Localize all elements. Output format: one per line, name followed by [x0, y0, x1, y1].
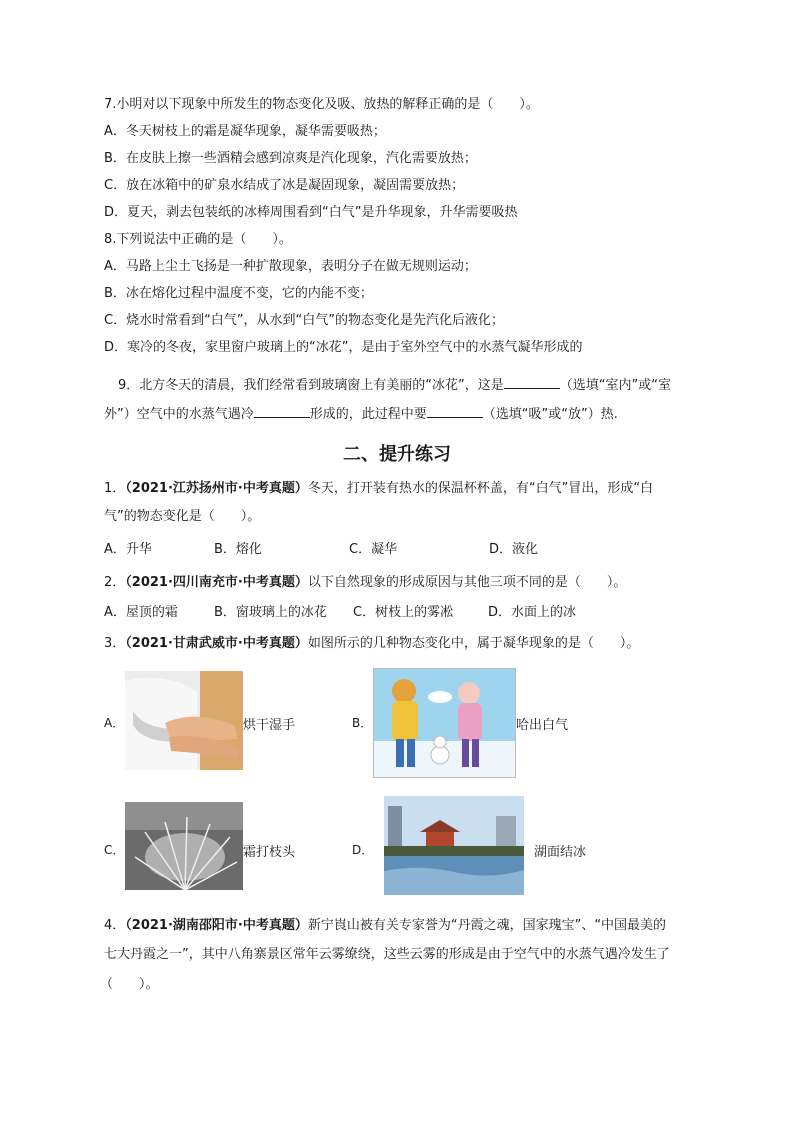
q7-option-c: C．放在冰箱中的矿泉水结成了冰是凝固现象，凝固需要放热； — [104, 178, 465, 193]
p2-number: 2． — [104, 575, 126, 590]
p3-choice-d-letter: D． — [352, 843, 374, 857]
p1-option-b: B．熔化 — [214, 542, 262, 557]
q7-option-a: A．冬天树枝上的霜是凝华现象，凝华需要吸热； — [104, 124, 386, 139]
p4-stem-line-3: （ ）。 — [100, 977, 159, 992]
p4-number: 4． — [104, 918, 126, 933]
p1-stem-line-1 — [104, 480, 653, 498]
q9-blank-3[interactable] — [427, 405, 483, 418]
kids-breath-image — [373, 668, 516, 778]
p1-number: 1． — [104, 481, 126, 496]
q8-option-a: A．马路上尘土飞扬是一种扩散现象，表明分子在做无规则运动； — [104, 259, 477, 274]
p2-text: 以下自然现象的形成原因与其他三项不同的是（ ）。 — [307, 575, 627, 590]
p4-stem-line-1 — [104, 917, 666, 935]
p3-choice-d-caption: 湖面结冰 — [534, 845, 587, 860]
q9-text-2: （选填“室内”或“室 — [559, 378, 671, 393]
q8-option-c: C．烧水时常看到“白气”，从水到“白气”的物态变化是先汽化后液化； — [104, 313, 505, 328]
q9-text-4: 形成的，此过程中要 — [309, 407, 427, 422]
p2-source: （2021·四川南充市·中考真题） — [125, 575, 308, 590]
p1-option-c: C．凝华 — [349, 542, 398, 557]
p3-number: 3． — [104, 636, 126, 651]
p3-choice-b-letter: B． — [352, 716, 373, 730]
q9-text-5: （选填“吸”或“放”）热. — [482, 407, 618, 422]
p2-option-a: A．屋顶的霜 — [104, 605, 178, 620]
p4-source: （2021·湖南邵阳市·中考真题） — [125, 918, 308, 933]
q8-option-d: D．寒冷的冬夜，家里窗户玻璃上的“冰花”，是由于室外空气中的水蒸气凝华形成的 — [104, 340, 583, 355]
q9-blank-1[interactable] — [504, 376, 560, 389]
p3-choice-a-caption: 烘干湿手 — [243, 718, 296, 733]
frost-branches-image — [125, 802, 243, 890]
q9-line-2 — [104, 405, 618, 424]
p1-stem-line-2: 气”的物态变化是（ ）。 — [104, 509, 261, 524]
p2-stem — [104, 574, 626, 592]
p1-option-a: A．升华 — [104, 542, 152, 557]
p1-text-1: 冬天，打开装有热水的保温杯杯盖，有“白气”冒出，形成“白 — [307, 481, 654, 496]
p2-option-c: C．树枝上的雾凇 — [353, 605, 454, 620]
p3-choice-c-letter: C． — [104, 843, 125, 857]
p3-stem — [104, 635, 639, 653]
p4-text-1: 新宁崀山被有关专家誉为“丹霞之魂，国家瑰宝”、“中国最美的 — [307, 918, 667, 933]
hand-dryer-image — [125, 671, 243, 770]
p2-option-b: B．窗玻璃上的冰花 — [214, 605, 327, 620]
q9-text-3: 外”）空气中的水蒸气遇冷 — [104, 407, 254, 422]
p4-stem-line-2: 七大丹霞之一”，其中八角寨景区常年云雾缭绕，这些云雾的形成是由于空气中的水蒸气遇冷发生了 — [104, 947, 670, 962]
p1-option-d: D．液化 — [489, 542, 539, 557]
q9-blank-2[interactable] — [254, 405, 310, 418]
q8-stem: 8.下列说法中正确的是（ ）。 — [104, 232, 292, 247]
p3-choice-c-caption: 霜打枝头 — [243, 845, 296, 860]
q9-line-1 — [118, 376, 671, 395]
section-title: 二、提升练习 — [343, 444, 451, 465]
q7-option-b: B．在皮肤上擦一些酒精会感到凉爽是汽化现象，汽化需要放热； — [104, 151, 477, 166]
p3-choice-b-caption: 哈出白气 — [516, 718, 569, 733]
q9-text-1: 9．北方冬天的清晨，我们经常看到玻璃窗上有美丽的“冰花”，这是 — [118, 378, 504, 393]
p3-source: （2021·甘肃武威市·中考真题） — [125, 636, 308, 651]
frozen-lake-image — [384, 796, 524, 895]
q7-option-d: D．夏天，剥去包装纸的冰棒周围看到“白气”是升华现象，升华需要吸热 — [104, 205, 518, 220]
p3-choice-a-letter: A． — [104, 716, 125, 730]
p3-text: 如图所示的几种物态变化中，属于凝华现象的是（ ）。 — [307, 636, 640, 651]
p1-source: （2021·江苏扬州市·中考真题） — [125, 481, 308, 496]
p2-option-d: D．水面上的冰 — [488, 605, 577, 620]
q8-option-b: B．冰在熔化过程中温度不变，它的内能不变； — [104, 286, 373, 301]
q7-stem: 7.小明对以下现象中所发生的物态变化及吸、放热的解释正确的是（ ）。 — [104, 97, 539, 112]
